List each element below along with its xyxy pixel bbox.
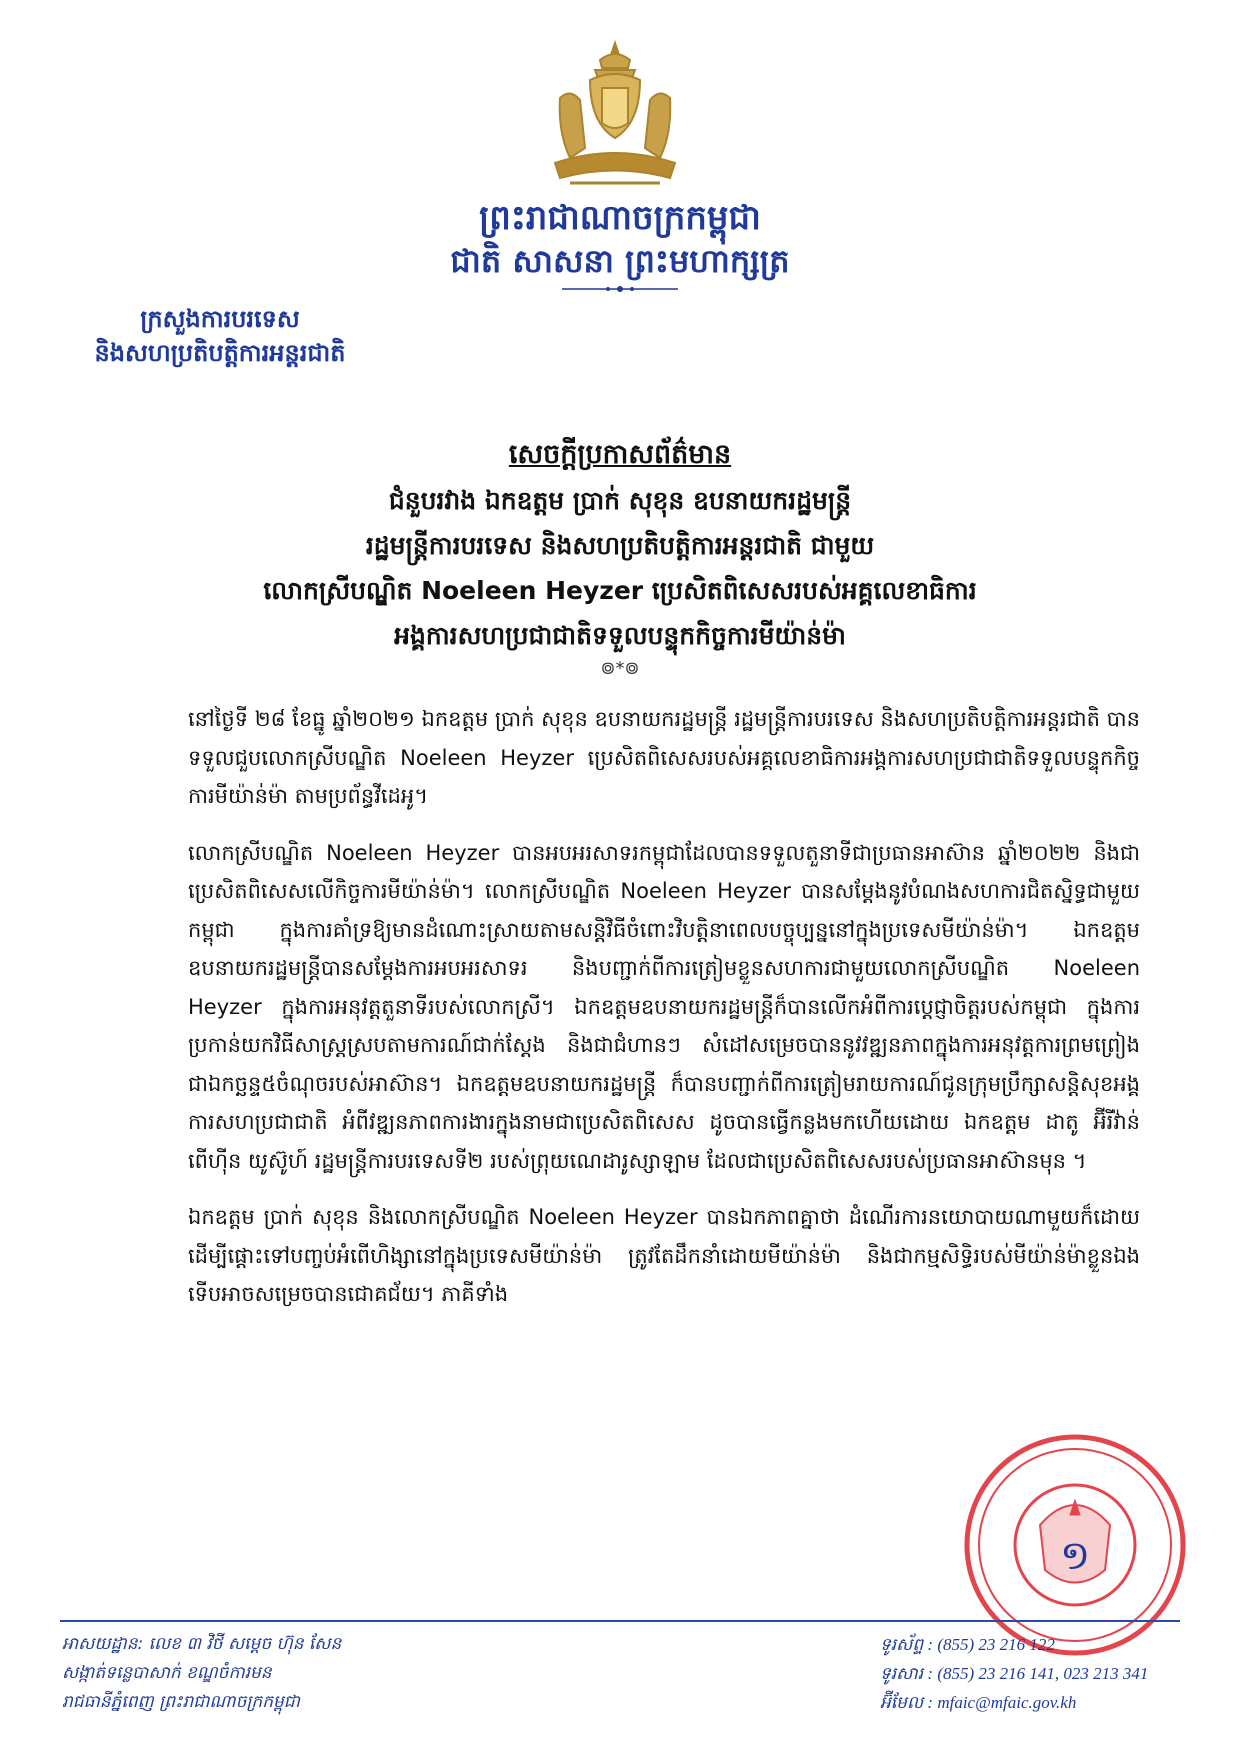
paragraph-1: នៅថ្ងៃទី ២៨ ខែធ្នូ ឆ្នាំ២០២១ ឯកឧត្តម ប្រាក់ សុខុន ឧបនាយករដ្ឋមន្ត្រី រដ្ឋមន្ត្រីការបរទេស និងសហប្រតិបត្តិការអន្តរជាតិ បានទទួលជួបលោកស្រីបណ្ឌិត Noeleen Heyzer ប្រេសិតពិសេសរបស់អគ្គលេខាធិការអង្គការសហប្រជាជាតិទទួលបន្ទុកកិច្ចការមីយ៉ាន់ម៉ា តាមប្រព័ន្ធវីដេអូ។: [188, 707, 1141, 808]
title-line-3: លោកស្រីបណ្ឌិត Noeleen Heyzer ប្រេសិតពិសេសរបស់អគ្គលេខាធិការ: [263, 576, 977, 605]
email-address: អ៊ីមែល : mfaic@mfaic.gov.kh: [880, 1693, 1077, 1712]
address-line-3: រាជធានីភ្នំពេញ ព្រះរាជាណាចក្រកម្ពុជា: [62, 1692, 300, 1712]
document-heading: សេចក្តីប្រកាសព័ត៌មាន: [508, 439, 732, 470]
national-motto: ជាតិ សាសនា ព្រះមហាក្សត្រ: [450, 242, 790, 280]
paragraph-2: លោកស្រីបណ្ឌិត Noeleen Heyzer បានអបអរសាទរកម្ពុជាដែលបានទទួលតួនាទីជាប្រធានអាស៊ាន ឆ្នាំ២០២២ និងជាប្រេសិតពិសេសលើកិច្ចការមីយ៉ាន់ម៉ា។ លោកស្រីបណ្ឌិត Noeleen Heyzer បានសម្តែងនូវបំណងសហការជិតស្និទ្ធជាមួយកម្ពុជា ក្នុងការគាំទ្រឱ្យមានដំណោះស្រាយតាមសន្តិវិធីចំពោះវិបត្តិនាពេលបច្ចុប្បន្ននៅក្នុងប្រទេសមីយ៉ាន់ម៉ា។ ឯកឧត្តមឧបនាយករដ្ឋមន្ត្រីបានសម្តែងការអបអរសាទរ និងបញ្ជាក់ពីការត្រៀមខ្លួនសហការជាមួយលោកស្រីបណ្ឌិត Noeleen Heyzer ក្នុងការអនុវត្តតួនាទីរបស់លោកស្រី។ ឯកឧត្តមឧបនាយករដ្ឋមន្ត្រីក៏បានលើកអំពីការប្តេជ្ញាចិត្តរបស់កម្ពុជា ក្នុងការប្រកាន់យកវិធីសាស្ត្រស្របតាមការណ៍ជាក់ស្តែង និងជាជំហានៗ សំដៅសម្រេចបាននូវវឌ្ឍនភាពក្នុងការអនុវត្តការព្រមព្រៀងជាឯកច្ឆន្ទ៥ចំណុចរបស់អាស៊ាន។ ឯកឧត្តមឧបនាយករដ្ឋមន្ត្រី ក៏បានបញ្ជាក់ពីការត្រៀមរាយការណ៍ជូនក្រុមប្រឹក្សាសន្តិសុខអង្គការសហប្រជាជាតិ អំពីវឌ្ឍនភាពការងារក្នុងនាមជាប្រេសិតពិសេស ដូចបានធ្វើកន្លងមកហើយដោយ ឯកឧត្តម ដាតូ អ៊ីរីវ៉ាន់ ពើហ៊ីន យូស៊ូហ៍ រដ្ឋមន្ត្រីការបរទេសទី២ របស់ព្រុយណេដារូស្សាឡាម ដែលជាប្រេសិតពិសេសរបស់ប្រធានអាស៊ានមុន ។: [188, 840, 1140, 1173]
address-line-1: អាសយដ្ឋាន: លេខ ៣ វិថី សម្តេច ហ៊ុន សែន: [62, 1634, 342, 1654]
kingdom-name: ព្រះរាជាណាចក្រកម្ពុជា: [479, 198, 761, 238]
fax-number: ទូរសារ : (855) 23 216 141, 023 213 341: [880, 1664, 1149, 1683]
footer-divider: [60, 1620, 1180, 1622]
footer-contact: [880, 1630, 1148, 1717]
document-body: [188, 700, 1140, 1332]
paragraph-3: ឯកឧត្តម ប្រាក់ សុខុន និងលោកស្រីបណ្ឌិត Noeleen Heyzer បានឯកភាពគ្នាថា ដំណើរការនយោបាយណាមួយក៏ដោយដើម្បីផ្តោះទៅបញ្ចប់អំពើហិង្សានៅក្នុងប្រទេសមីយ៉ាន់ម៉ា ត្រូវតែដឹកនាំដោយមីយ៉ាន់ម៉ា និងជាកម្មសិទ្ធិរបស់មីយ៉ាន់ម៉ាខ្លួនឯង ទើបអាចសម្រេចបានជោគជ័យ។ ភាគីទាំង: [188, 1205, 1140, 1306]
page-number: ១: [1060, 1533, 1091, 1578]
footer-address: [62, 1630, 341, 1717]
ornament-divider-icon: [560, 282, 680, 296]
kingdom-header: [0, 196, 1240, 282]
ministry-name-line1: ក្រសួងការបរទេស: [140, 305, 300, 333]
title-line-2: រដ្ឋមន្ត្រីការបរទេស និងសហប្រតិបត្តិការអន្តរជាតិ ជាមួយ: [365, 531, 875, 560]
ministry-header: [60, 302, 380, 370]
royal-emblem-icon: [540, 38, 690, 198]
phone-number: ទូរស័ព្ទ : (855) 23 216 122: [880, 1635, 1055, 1654]
title-line-4: អង្គការសហប្រជាជាតិទទួលបន្ទុកកិច្ចការមីយ៉ាន់ម៉ា: [394, 621, 846, 650]
press-release-title: [120, 432, 1120, 658]
title-line-1: ជំនួបរវាង ឯកឧត្តម ប្រាក់ សុខុន ឧបនាយករដ្ឋមន្ត្រី: [388, 486, 852, 515]
title-divider: ៙*៙: [600, 658, 640, 679]
ministry-name-line2: និងសហប្រតិបត្តិការអន្តរជាតិ: [94, 339, 346, 367]
address-line-2: សង្កាត់ទន្លេបាសាក់ ខណ្ឌចំការមន: [62, 1663, 272, 1683]
